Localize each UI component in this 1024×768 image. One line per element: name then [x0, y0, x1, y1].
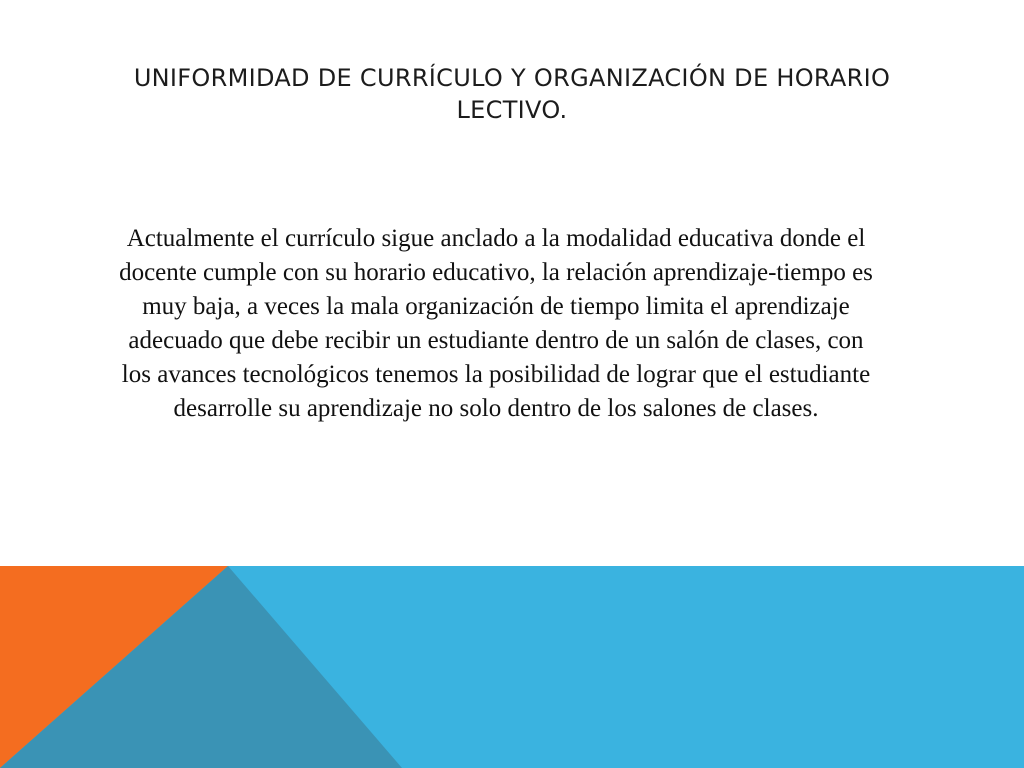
- decorative-footer-band: [0, 566, 1024, 768]
- slide-body-text: Actualmente el currículo sigue anclado a la modalidad educativa donde el docente cumple con su horario educativo, la relación aprendizaje-tiempo es muy baja, a veces la mala organización de tiempo limita el aprendizaje adecuado que debe recibir un estudiante dentro de un salón de clases, con los avances tecnológicos tenemos la posibilidad de lograr que el estudiante desarrolle su aprendizaje no solo dentro de los salones de clases.: [119, 225, 873, 422]
- slide-title: UNIFORMIDAD DE CURRÍCULO Y ORGANIZACIÓN DE HORARIO LECTIVO.: [133, 64, 891, 124]
